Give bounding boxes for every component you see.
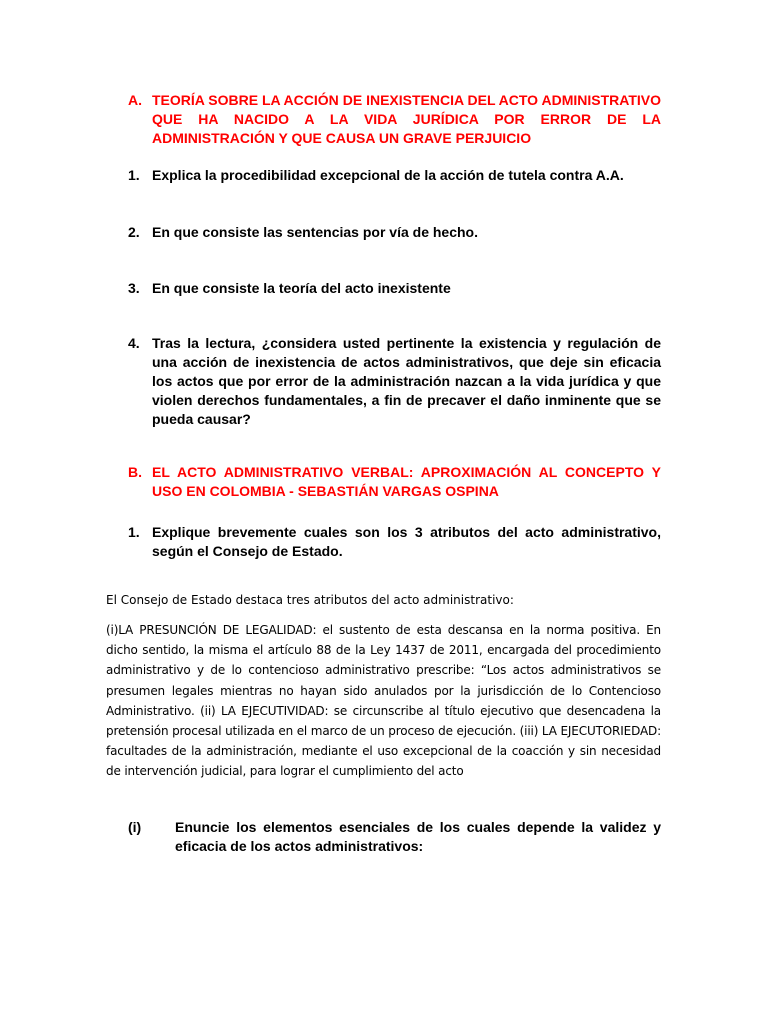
- question-b1: [128, 523, 661, 561]
- question-text: En que consiste las sentencias por vía de hecho.: [152, 224, 478, 240]
- section-b-title: EL ACTO ADMINISTRATIVO VERBAL: APROXIMACIÓN AL CONCEPTO Y USO EN COLOMBIA - SEBASTIÁN VARGAS OSPINA: [152, 464, 661, 499]
- roman-question-text: Enuncie los elementos esenciales de los cuales depende la validez y eficacia de los actos administrativos:: [175, 819, 661, 854]
- question-text: En que consiste la teoría del acto inexistente: [152, 280, 451, 296]
- section-b-heading: [128, 463, 661, 501]
- section-b-marker: B.: [128, 464, 142, 480]
- roman-marker: (i): [128, 819, 142, 835]
- roman-question-i: [128, 818, 661, 856]
- question-marker: 2.: [128, 224, 140, 240]
- question-a3: [128, 279, 661, 298]
- question-a2: [128, 223, 661, 242]
- question-text: Tras la lectura, ¿considera usted pertinente la existencia y regulación de una acción de inexistencia de actos administrativos, que deje sin eficacia los actos que por error de la administración nazcan a la vida jurídica y que violen derechos fundamentales, a fin de precaver el daño inminente que se pueda causar?: [152, 335, 661, 427]
- section-a-heading: [128, 91, 661, 148]
- section-a-marker: A.: [128, 92, 142, 108]
- question-marker: 1.: [128, 524, 140, 540]
- section-a-title: TEORÍA SOBRE LA ACCIÓN DE INEXISTENCIA DEL ACTO ADMINISTRATIVO QUE HA NACIDO A LA VIDA JURÍDICA POR ERROR DE LA ADMINISTRACIÓN Y QUE CAUSA UN GRAVE PERJUICIO: [152, 92, 661, 146]
- question-text: Explica la procedibilidad excepcional de la acción de tutela contra A.A.: [152, 167, 624, 183]
- answer-intro: El Consejo de Estado destaca tres atributos del acto administrativo:: [106, 593, 514, 607]
- question-text: Explique brevemente cuales son los 3 atributos del acto administrativo, según el Consejo de Estado.: [152, 524, 661, 559]
- question-a4: [128, 334, 661, 429]
- question-a1: [128, 166, 661, 185]
- question-marker: 3.: [128, 280, 140, 296]
- question-marker: 1.: [128, 167, 140, 183]
- answer-paragraph: (i)LA PRESUNCIÓN DE LEGALIDAD: el sustento de esta descansa en la norma positiva. En dicho sentido, la misma el artículo 88 de la Ley 1437 de 2011, encargada del procedimiento administrativo y de lo contencioso administrativo prescribe: “Los actos administrativos se presumen legales mientras no hayan sido anulados por la jurisdicción de lo Contencioso Administrativo. (ii) LA EJECUTIVIDAD: se circunscribe al título ejecutivo que desencadena la pretensión procesal utilizada en el marco de un proceso de ejecución. (iii) LA EJECUTORIEDAD: facultades de la administración, mediante el uso excepcional de la coacción y sin necesidad de intervención judicial, para lograr el cumplimiento del acto: [106, 623, 661, 779]
- question-marker: 4.: [128, 335, 140, 351]
